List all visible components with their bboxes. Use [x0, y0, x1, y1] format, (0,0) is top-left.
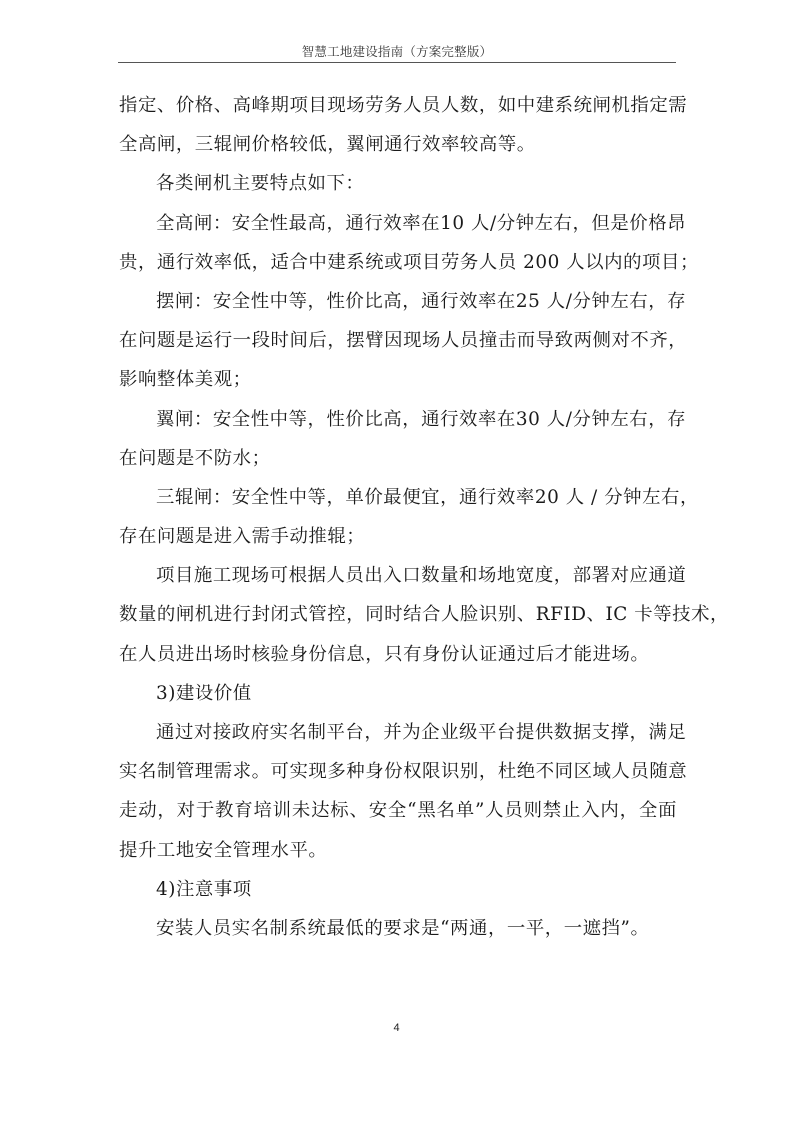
text-line: 三辊闸：安全性中等，单价最便宜，通行效率20 人 / 分钟左右，: [156, 486, 699, 508]
text-line: 安装人员实名制系统最低的要求是“两通，一平，一遮挡”。: [156, 917, 650, 939]
paragraph-site-deployment: [119, 556, 729, 674]
text-line: 通过对接政府实名制平台，并为企业级平台提供数据支撑，满足: [156, 722, 687, 743]
paragraph-tripod-turnstile: [119, 478, 699, 556]
text-line: 项目施工现场可根据人员出入口数量和场地宽度，部署对应通道: [156, 565, 687, 587]
running-header: 智慧工地建设指南（方案完整版）: [301, 44, 493, 59]
section-heading-construction-value: [119, 674, 677, 713]
text-line: 在人员进出场时核验身份信息，只有身份认证通过后才能进场。: [119, 643, 650, 665]
page-body: [119, 86, 729, 948]
header-rule: [118, 62, 676, 63]
text-line: 提升工地安全管理水平。: [119, 839, 328, 861]
text-line: 数量的闸机进行封闭式管控，同时结合人脸识别、RFID、IC 卡等技术，: [119, 604, 729, 626]
paragraph-construction-value: [119, 713, 688, 870]
page-number: 4: [393, 1022, 400, 1034]
text-line: 在问题是不防水；: [119, 447, 271, 469]
text-line: 指定、价格、高峰期项目现场劳务人员人数，如中建系统闸机指定需: [119, 95, 688, 116]
text-line: 在问题是运行一段时间后，摆臂因现场人员撞击而导致两侧对不齐，: [119, 330, 688, 352]
text-line: 全高闸：安全性最高，通行效率在10 人/分钟左右，但是价格昂: [156, 212, 687, 234]
text-line: 翼闸：安全性中等，性价比高，通行效率在30 人/分钟左右，存: [156, 408, 687, 430]
paragraph-precautions: [119, 909, 677, 948]
text-line: 贵，通行效率低，适合中建系统或项目劳务人员 200 人以内的项目；: [119, 251, 699, 273]
text-line: 各类闸机主要特点如下：: [156, 173, 365, 195]
section-heading-precautions: [119, 870, 677, 909]
text-line: 全高闸，三辊闸价格较低，翼闸通行效率较高等。: [119, 134, 536, 156]
paragraph-flap-barrier: [119, 400, 687, 478]
paragraph-full-height-turnstile: [119, 204, 699, 282]
paragraph-swing-gate: [119, 282, 688, 400]
text-line: 影响整体美观；: [119, 369, 252, 391]
paragraph-gate-features-intro: [119, 164, 677, 203]
text-line: 实名制管理需求。可实现多种身份权限识别，杜绝不同区域人员随意: [119, 761, 688, 783]
text-line: 摆闸：安全性中等，性价比高，通行效率在25 人/分钟左右，存: [156, 290, 687, 312]
heading-text: 4)注意事项: [156, 878, 252, 900]
heading-text: 3)建设价值: [156, 682, 252, 704]
text-line: 存在问题是进入需手动推辊；: [119, 526, 366, 548]
text-line: 走动，对于教育培训未达标、安全“黑名单”人员则禁止入内，全面: [119, 800, 677, 822]
paragraph-gate-selection-criteria: [119, 86, 688, 164]
